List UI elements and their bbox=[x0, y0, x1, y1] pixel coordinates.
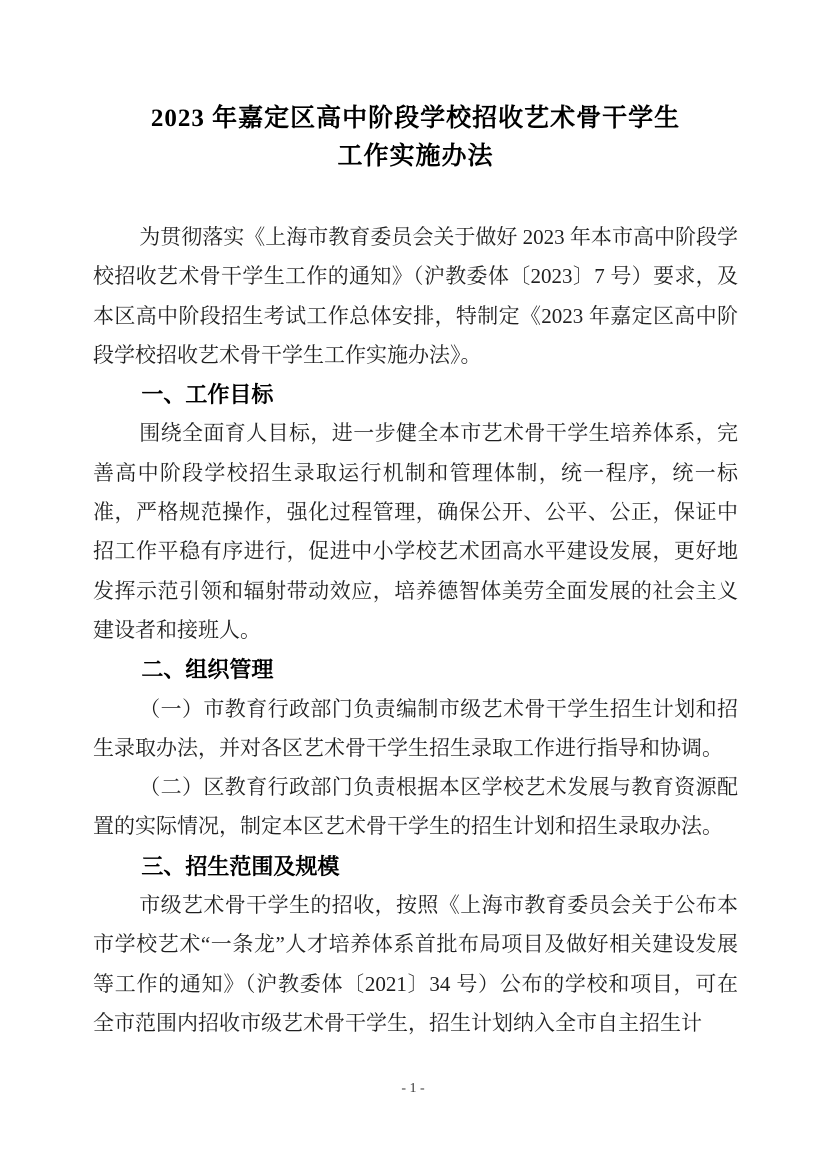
section-heading-enrollment-scope: 三、招生范围及规模 bbox=[141, 853, 340, 879]
paragraph-work-goals: 围绕全面育人目标，进一步健全本市艺术骨干学生培养体系，完善高中阶段学校招生录取运行机制和管理体制，统一程序，统一标准，严格规范操作，强化过程管理，确保公开、公平、公正，保证中招工作平稳有序进行，促进中小学校艺术团高水平建设发展，更好地发挥示范引领和辐射带动效应，培养德智体美劳全面发展的社会主义建设者和接班人。 bbox=[93, 421, 738, 642]
document-title bbox=[93, 100, 738, 176]
section-heading-organization-management: 二、组织管理 bbox=[141, 657, 274, 683]
document-title-line-2: 工作实施办法 bbox=[337, 143, 494, 170]
paragraph-org-item-2: （二）区教育行政部门负责根据本区学校艺术发展与教育资源配置的实际情况，制定本区艺术骨干学生的招生计划和招生录取办法。 bbox=[93, 775, 738, 839]
document-title-line-1: 2023 年嘉定区高中阶段学校招收艺术骨干学生 bbox=[150, 105, 681, 132]
paragraph-org-item-1: （一）市教育行政部门负责编制市级艺术骨干学生招生计划和招生录取办法，并对各区艺术骨干学生招生录取工作进行指导和协调。 bbox=[93, 696, 738, 760]
section-heading-work-goals: 一、工作目标 bbox=[141, 382, 274, 408]
paragraph-enrollment-scope: 市级艺术骨干学生的招收，按照《上海市教育委员会关于公布本市学校艺术“一条龙”人才培养体系首批布局项目及做好相关建设发展等工作的通知》（沪教委体〔2021〕34 号）公布的学校和项目，可在全市范围内招收市级艺术骨干学生，招生计划纳入全市自主招生计 bbox=[93, 893, 738, 1035]
paragraph-intro: 为贯彻落实《上海市教育委员会关于做好 2023 年本市高中阶段学校招收艺术骨干学生工作的通知》（沪教委体〔2023〕7 号）要求，及本区高中阶段招生考试工作总体安排，特制定《2023 年嘉定区高中阶段学校招收艺术骨干学生工作实施办法》。 bbox=[93, 225, 738, 367]
page-footer bbox=[0, 1079, 826, 1099]
page-number: - 1 - bbox=[401, 1081, 425, 1096]
document-body bbox=[93, 218, 738, 1043]
